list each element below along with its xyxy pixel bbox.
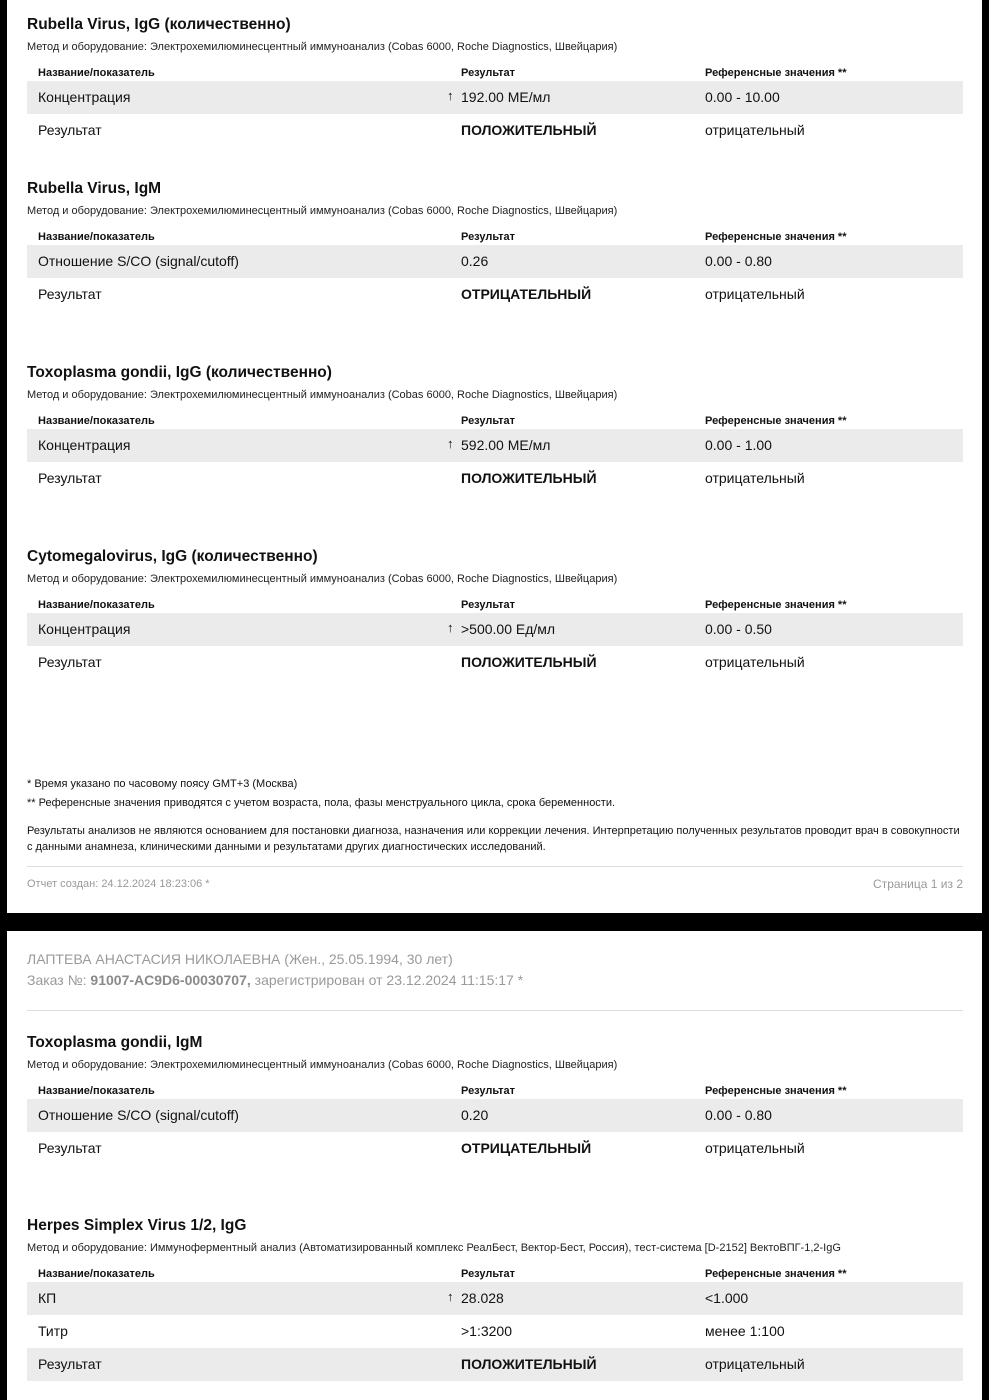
- row-ref: 0.00 - 0.80: [705, 253, 772, 269]
- row-result: ПОЛОЖИТЕЛЬНЫЙ: [461, 654, 597, 670]
- row-name: Результат: [38, 654, 102, 670]
- row-ref: <1.000: [705, 1290, 749, 1306]
- row-result: >1:3200: [461, 1323, 512, 1339]
- order-registered: зарегистрирован от 23.12.2024 11:15:17 *: [254, 972, 524, 988]
- header-ref: Референсные значения **: [705, 231, 847, 243]
- row-ref: 0.00 - 0.50: [705, 621, 772, 637]
- report-created: Отчет создан: 24.12.2024 18:23:06 *: [27, 878, 210, 890]
- test-section-toxoplasma-igg: [27, 363, 963, 495]
- arrow-up-icon: ↑: [447, 436, 454, 451]
- test-title: Rubella Virus, IgG (количественно): [27, 16, 291, 33]
- method-text: Метод и оборудование: Электрохемилюминесцентный иммуноанализ (Cobas 6000, Roche Diagnostics, Швейцария): [27, 1059, 618, 1071]
- row-name: Отношение S/CO (signal/cutoff): [38, 253, 239, 269]
- row-ref: 0.00 - 10.00: [705, 89, 780, 105]
- divider: [27, 866, 963, 867]
- method-text: Метод и оборудование: Электрохемилюминесцентный иммуноанализ (Cobas 6000, Roche Diagnostics, Швейцария): [27, 389, 618, 401]
- order-info: [27, 971, 523, 989]
- table-row: [27, 114, 963, 147]
- table-header: [27, 1266, 963, 1282]
- row-result: ОТРИЦАТЕЛЬНЫЙ: [461, 286, 592, 302]
- header-ref: Референсные значения **: [705, 67, 847, 79]
- test-section-toxoplasma-igm: [27, 1033, 963, 1165]
- header-ref: Референсные значения **: [705, 1268, 847, 1280]
- table-row: [27, 1348, 963, 1381]
- table-row: [27, 613, 963, 646]
- row-result: [447, 81, 551, 114]
- method-text: Метод и оборудование: Иммуноферментный анализ (Автоматизированный комплекс РеалБест, Вектор-Бест, Россия), тест-система [D-2152] ВектоВПГ-1,2-IgG: [27, 1242, 841, 1254]
- row-name: Результат: [38, 286, 102, 302]
- table-row: [27, 429, 963, 462]
- report-page-1: [7, 0, 982, 913]
- row-ref: 0.00 - 0.80: [705, 1107, 772, 1123]
- row-result-value: >500.00 Ед/мл: [461, 621, 556, 637]
- row-ref: отрицательный: [705, 286, 805, 302]
- table-row: [27, 1099, 963, 1132]
- method-text: Метод и оборудование: Электрохемилюминесцентный иммуноанализ (Cobas 6000, Roche Diagnostics, Швейцария): [27, 41, 618, 53]
- header-name: Название/показатель: [38, 599, 155, 611]
- header-result: Результат: [461, 67, 516, 79]
- row-name: Отношение S/CO (signal/cutoff): [38, 1107, 239, 1123]
- row-name: Концентрация: [38, 89, 131, 105]
- header-name: Название/показатель: [38, 1085, 155, 1097]
- header-name: Название/показатель: [38, 415, 155, 427]
- row-result: ОТРИЦАТЕЛЬНЫЙ: [461, 1140, 592, 1156]
- header-name: Название/показатель: [38, 67, 155, 79]
- header-result: Результат: [461, 599, 516, 611]
- table-row: [27, 462, 963, 495]
- test-section-rubella-igg: [27, 15, 963, 147]
- table-header: [27, 229, 963, 245]
- row-ref: отрицательный: [705, 470, 805, 486]
- header-name: Название/показатель: [38, 231, 155, 243]
- table-row: [27, 1282, 963, 1315]
- table-row: [27, 1315, 963, 1348]
- row-name: Титр: [38, 1323, 68, 1339]
- test-title: Cytomegalovirus, IgG (количественно): [27, 548, 318, 565]
- row-ref: отрицательный: [705, 1140, 805, 1156]
- row-result: 0.26: [461, 253, 489, 269]
- test-section-hsv-igg: [27, 1216, 963, 1381]
- footnote-timezone: * Время указано по часовому поясу GMT+3 (Москва): [27, 778, 298, 790]
- test-title: Rubella Virus, IgM: [27, 180, 162, 197]
- row-ref: отрицательный: [705, 654, 805, 670]
- test-title: Herpes Simplex Virus 1/2, IgG: [27, 1217, 247, 1234]
- table-header: [27, 597, 963, 613]
- header-result: Результат: [461, 1268, 516, 1280]
- table-header: [27, 1083, 963, 1099]
- row-result: ПОЛОЖИТЕЛЬНЫЙ: [461, 470, 597, 486]
- method-text: Метод и оборудование: Электрохемилюминесцентный иммуноанализ (Cobas 6000, Roche Diagnostics, Швейцария): [27, 573, 618, 585]
- test-title: Toxoplasma gondii, IgM: [27, 1034, 203, 1051]
- row-name: Результат: [38, 1356, 102, 1372]
- table-row: [27, 81, 963, 114]
- divider: [27, 1010, 963, 1011]
- row-result: ПОЛОЖИТЕЛЬНЫЙ: [461, 122, 597, 138]
- row-ref: отрицательный: [705, 1356, 805, 1372]
- footnote-reference: ** Референсные значения приводятся с учетом возраста, пола, фазы менструального цикла, срока беременности.: [27, 797, 616, 809]
- row-result: [447, 613, 556, 646]
- row-name: Результат: [38, 1140, 102, 1156]
- row-ref: отрицательный: [705, 122, 805, 138]
- header-ref: Референсные значения **: [705, 1085, 847, 1097]
- row-name: Концентрация: [38, 621, 131, 637]
- row-name: Концентрация: [38, 437, 131, 453]
- table-header: [27, 65, 963, 81]
- header-result: Результат: [461, 415, 516, 427]
- header-result: Результат: [461, 1085, 516, 1097]
- header-ref: Референсные значения **: [705, 599, 847, 611]
- arrow-up-icon: ↑: [447, 1289, 454, 1304]
- arrow-up-icon: ↑: [447, 88, 454, 103]
- table-row: [27, 1132, 963, 1165]
- row-result: [447, 1282, 504, 1315]
- arrow-up-icon: ↑: [447, 620, 454, 635]
- header-name: Название/показатель: [38, 1268, 155, 1280]
- row-result-value: 28.028: [461, 1290, 504, 1306]
- header-ref: Референсные значения **: [705, 415, 847, 427]
- table-row: [27, 646, 963, 679]
- test-title: Toxoplasma gondii, IgG (количественно): [27, 364, 332, 381]
- table-row: [27, 278, 963, 311]
- row-name: Результат: [38, 122, 102, 138]
- table-header: [27, 413, 963, 429]
- test-section-rubella-igm: [27, 179, 963, 311]
- row-name: Результат: [38, 470, 102, 486]
- order-number: 91007-AC9D6-00030707,: [90, 972, 251, 988]
- row-name: КП: [38, 1290, 57, 1306]
- row-ref: 0.00 - 1.00: [705, 437, 772, 453]
- report-page-2: [7, 931, 982, 1400]
- row-result: 0.20: [461, 1107, 489, 1123]
- test-section-cmv-igg: [27, 547, 963, 679]
- row-ref: менее 1:100: [705, 1323, 785, 1339]
- row-result-value: 592.00 МЕ/мл: [461, 437, 551, 453]
- disclaimer-text: Результаты анализов не являются основанием для постановки диагноза, назначения или коррекции лечения. Интерпретацию полученных результатов проводит врач в совокупности с данными анамнеза, клиническими данными и результатами других диагностических исследований.: [27, 825, 960, 853]
- row-result: [447, 429, 551, 462]
- method-text: Метод и оборудование: Электрохемилюминесцентный иммуноанализ (Cobas 6000, Roche Diagnostics, Швейцария): [27, 205, 618, 217]
- table-row: [27, 245, 963, 278]
- page-number: Страница 1 из 2: [873, 877, 963, 891]
- header-result: Результат: [461, 231, 516, 243]
- patient-info: ЛАПТЕВА АНАСТАСИЯ НИКОЛАЕВНА (Жен., 25.05.1994, 30 лет): [27, 951, 453, 967]
- row-result: ПОЛОЖИТЕЛЬНЫЙ: [461, 1356, 597, 1372]
- row-result-value: 192.00 МЕ/мл: [461, 89, 551, 105]
- order-label: Заказ №:: [27, 972, 87, 988]
